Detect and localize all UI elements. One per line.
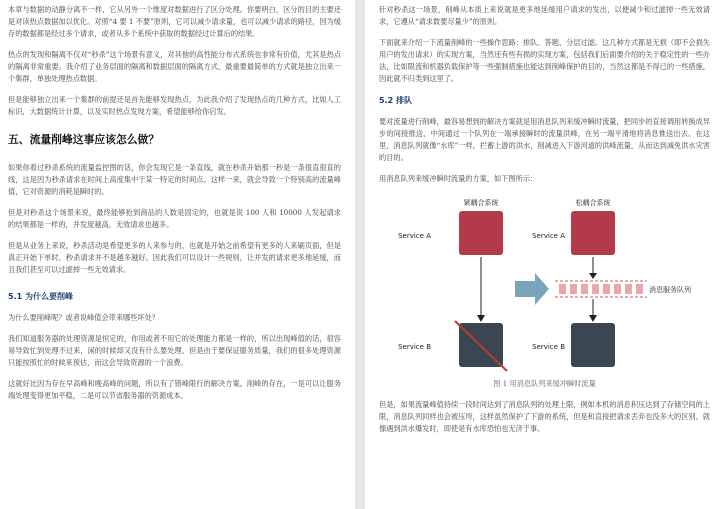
paragraph: 但是从业务上来说，秒杀活动是希望更多的人来参与的，也就是开始之前希望有更多的人来刷页面，但是真正开始下单时，秒杀请求并不是越多越好。因此我们可以设计一些规则，让并发的请求更多地延缓，而且我们甚至可以过滤掉一些无效请求。 bbox=[8, 241, 341, 274]
page-gutter bbox=[355, 0, 365, 509]
paragraph: 但是能够独立出来一个集群的前提还是首先能够发现热点，为此我介绍了发现热点的几种方式，比如人工标识，大数据统计计算，以及实时热点发现方案，希望能够给你启发。 bbox=[8, 95, 341, 116]
paragraph: 用消息队列来缓冲瞬时流量的方案，如下图所示： bbox=[379, 174, 538, 183]
loose-coupled-title: 松耦合系统 bbox=[575, 199, 610, 207]
paragraph: 但是对秒杀这个场景来说，最终能够抢到商品的人数是固定的，也就是说 100 人和 10000 人发起请求的结果都是一样的，并发度越高，无效请求也越多。 bbox=[8, 208, 341, 229]
queue-message-block bbox=[625, 284, 632, 294]
subsection-heading: 5.1 为什么要削峰 bbox=[8, 292, 73, 301]
queue-message-block bbox=[559, 284, 566, 294]
left-page bbox=[0, 0, 355, 509]
tight-coupled-title: 紧耦合系统 bbox=[463, 199, 498, 207]
message-queue bbox=[559, 284, 643, 294]
queue-message-block bbox=[570, 284, 577, 294]
queue-message-block bbox=[603, 284, 610, 294]
paragraph: 针对秒杀这一场景，削峰从本质上来说就是更多地延缓用户请求的发出，以便减少和过滤掉一些无效请求，它遵从“请求数要尽量少”的原则。 bbox=[379, 5, 710, 26]
paragraph: 本章与数据的动静分离不一样，它从另外一个维度对数据进行了区分处理。你要明白，区分的目的主要还是对读热点数据加以优化。对照“4 要 1 不要”原则，它可以减少请求量，也可以减少请求的路径，因为缓存的数据都是经过多个请求，或者从多个系统中获取的数据经过计算后的结果。 bbox=[8, 5, 341, 38]
enqueue-arrow-head bbox=[589, 273, 597, 279]
queue-label: 消息服务队列 bbox=[648, 286, 691, 294]
figure-caption: 图 1 用消息队列来缓冲瞬时流量 bbox=[493, 379, 596, 388]
queue-diagram-svg bbox=[395, 193, 695, 373]
paragraph: 为什么要削峰呢？或者说峰值会带来哪些坏处？ bbox=[8, 313, 159, 322]
paragraph: 下面就来介绍一下流量削峰的一些操作思路：排队、答题、分层过滤。这几种方式都是无损（即不会损失用户的发出请求）的实现方案，当然还有些有损的实现方案，包括我们后面要介绍的关于稳定性的一些办法，比如限流和机器负载保护等一些强制措施也能达到削峰保护的目的，当然这都是不得已的一些措施，因此就不归类到这里了。 bbox=[379, 38, 710, 83]
service-a-label: Service A bbox=[531, 232, 565, 240]
queue-message-block bbox=[581, 284, 588, 294]
transition-arrow bbox=[515, 273, 549, 305]
paragraph: 热点的发现和隔离不仅对“秒杀”这个场景有意义，对其他的高性能分布式系统也非常有价值，尤其是热点的隔离非常重要。我介绍了业务层面的隔离和数据层面的隔离方式，最重要最简单的方式就是独立出来一个集群，单独处理热点数据。 bbox=[8, 50, 341, 83]
service-a-box bbox=[459, 211, 503, 255]
paragraph: 要对流量进行削峰，最容易想到的解决方案就是用消息队列来缓冲瞬时流量，把同步的直接调用转换成异步的间接推送，中间通过一个队列在一端承接瞬时的流量洪峰，在另一端平滑地将消息推送出去。在这里，消息队列就像“水库”一样，拦蓄上游的洪水，削减进入下游河道的洪峰流量，从而达到减免洪水灾害的目的。 bbox=[379, 117, 710, 162]
dequeue-arrow-head bbox=[589, 315, 597, 322]
paragraph: 但是，如果流量峰值持续一段时间达到了消息队列的处理上限，例如本机的消息积压达到了存储空间的上限，消息队列同样也会被压垮，这样虽然保护了下游的系统，但是和直接把请求丢弃也没多大的区别。就像遇到洪水爆发时，即使是有水库恐怕也无济于事。 bbox=[379, 400, 710, 433]
paragraph: 我们知道服务器的处理资源是恒定的，你用或者不用它的处理能力都是一样的，所以出现峰值的话，很容易导致忙到处理不过来，闲的时候却又没有什么要处理。但是由于要保证服务质量，我们的很多处理资源只能按照忙的时候来预估，而这会导致资源的一个浪费。 bbox=[8, 334, 341, 367]
service-b-box bbox=[571, 323, 615, 367]
queue-message-block bbox=[636, 284, 643, 294]
section-heading: 五、流量削峰这事应该怎么做？ bbox=[8, 133, 160, 146]
right-page bbox=[365, 0, 720, 509]
paragraph: 如果你看过秒杀系统的流量监控图的话，你会发现它是一条直线，就在秒杀开始那一秒是一条很直很直的线，这是因为秒杀请求在时间上高度集中于某一特定的时间点。这样一来，就会导致一个特别高的流量峰值，它对资源的消耗是瞬时的。 bbox=[8, 163, 341, 196]
call-arrow-head bbox=[477, 315, 485, 322]
service-a-box bbox=[571, 211, 615, 255]
paragraph: 这就好比因为存在早高峰和晚高峰的问题，所以有了错峰限行的解决方案。削峰的存在，一是可以让服务端处理变得更加平稳，二是可以节省服务器的资源成本。 bbox=[8, 379, 341, 400]
service-b-label: Service B bbox=[531, 343, 565, 351]
subsection-heading: 5.2 排队 bbox=[379, 96, 412, 105]
queue-message-block bbox=[614, 284, 621, 294]
service-a-label: Service A bbox=[397, 232, 431, 240]
queue-message-block bbox=[592, 284, 599, 294]
queue-diagram bbox=[395, 193, 695, 373]
service-b-label: Service B bbox=[397, 343, 431, 351]
